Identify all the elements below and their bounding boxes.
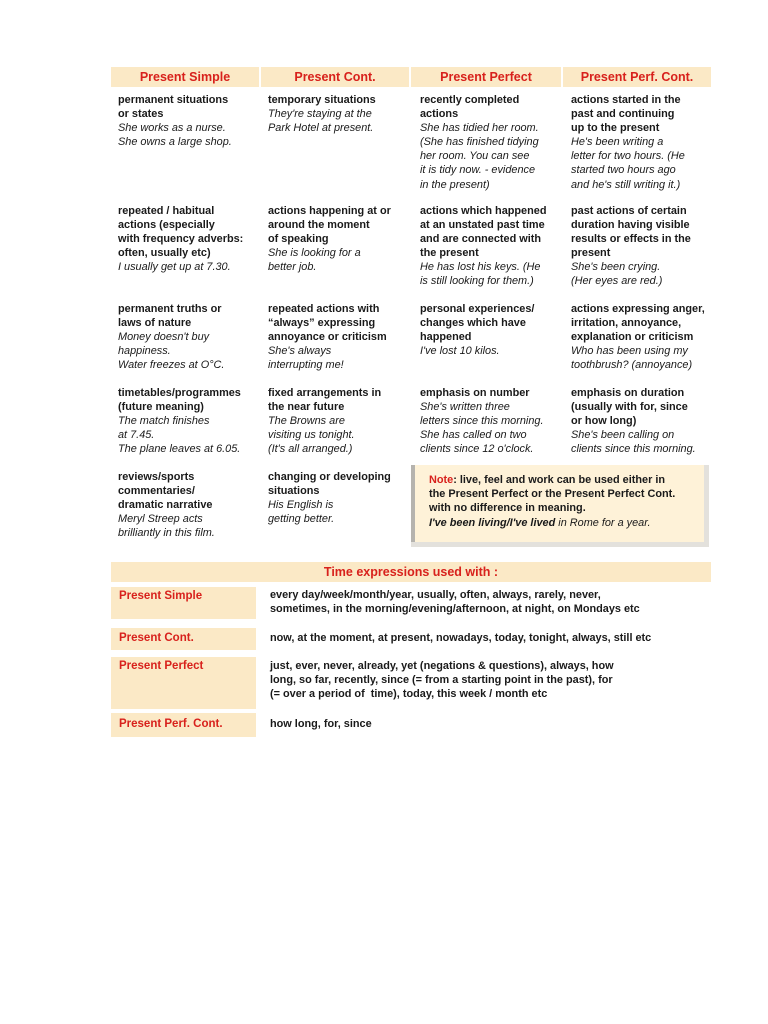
example-line: The match finishes xyxy=(118,415,210,428)
cell-present-simple-row-2 xyxy=(118,204,243,274)
example-line: letter for two hours. (He xyxy=(571,150,685,163)
example-line: and he's still writing it.) xyxy=(571,178,681,191)
usage-line: or how long) xyxy=(571,415,637,428)
usage-line: emphasis on number xyxy=(420,387,530,399)
usage-line: “always” expressing xyxy=(268,317,376,330)
usage-line: and are connected with xyxy=(420,233,542,246)
usage-line: personal experiences/ xyxy=(420,303,535,315)
example-line: started two hours ago xyxy=(571,164,676,177)
usage-line: actions started in the xyxy=(571,94,681,106)
usage-line: actions which happened xyxy=(420,205,547,217)
cell-present-perf-cont-row-1 xyxy=(571,93,685,192)
example-line: She has called on two xyxy=(420,429,527,442)
example-line: The plane leaves at 6.05. xyxy=(118,443,241,456)
example-line: (She has finished tidying xyxy=(420,136,539,149)
example-line: She works as a nurse. xyxy=(118,122,226,135)
usage-line: irritation, annoyance, xyxy=(571,317,682,330)
usage-line: results or effects in the xyxy=(571,233,691,246)
note-line-3: with no difference in meaning. xyxy=(429,502,586,515)
usage-line: or states xyxy=(118,108,164,121)
example-line: happiness. xyxy=(118,345,171,358)
te-text-present-perf-cont: how long, for, since xyxy=(270,718,372,730)
cell-present-simple-row-4 xyxy=(118,386,241,456)
example-line: She has tidied her room. xyxy=(420,122,539,135)
usage-line: happened xyxy=(420,331,472,344)
example-line: She's been calling on xyxy=(571,429,675,442)
note-example-rest: in Rome for a year. xyxy=(555,516,651,529)
example-line: She is looking for a xyxy=(268,247,361,260)
usage-line: timetables/programmes xyxy=(118,387,241,399)
usage-line: present xyxy=(571,247,611,260)
example-line: her room. You can see xyxy=(420,150,530,163)
example-line: I usually get up at 7.30. xyxy=(118,261,231,274)
example-line: toothbrush? (annoyance) xyxy=(571,359,693,372)
example-line: at 7.45. xyxy=(118,429,155,442)
usage-line: fixed arrangements in xyxy=(268,387,382,399)
example-line: Who has been using my xyxy=(571,345,688,358)
usage-line: the near future xyxy=(268,401,345,414)
example-line: I've lost 10 kilos. xyxy=(420,345,500,358)
cell-present-perfect-row-4 xyxy=(420,386,543,456)
te-label-present-simple: Present Simple xyxy=(111,587,256,619)
usage-line: commentaries/ xyxy=(118,485,195,498)
example-line: in the present) xyxy=(420,178,490,191)
cell-present-cont-row-2 xyxy=(268,204,391,274)
usage-line: emphasis on duration xyxy=(571,387,685,399)
usage-line: up to the present xyxy=(571,122,660,135)
usage-line: recently completed xyxy=(420,94,520,106)
example-line: getting better. xyxy=(268,513,335,526)
cell-present-cont-row-5 xyxy=(268,470,391,526)
te-text-present-cont: now, at the moment, at present, nowadays, today, tonight, always, still etc xyxy=(270,632,652,644)
example-line: They're staying at the xyxy=(268,108,372,121)
usage-line: permanent situations xyxy=(118,94,229,106)
example-line: She's always xyxy=(268,345,332,358)
example-line: better job. xyxy=(268,261,317,274)
example-line: visiting us tonight. xyxy=(268,429,355,442)
header-present-cont: Present Cont. xyxy=(261,67,409,87)
usage-line: changes which have xyxy=(420,317,526,330)
usage-line: actions (especially xyxy=(118,219,215,232)
example-line: Park Hotel at present. xyxy=(268,122,374,135)
usage-line: explanation or criticism xyxy=(571,331,694,344)
usage-line: past and continuing xyxy=(571,108,675,121)
usage-line: with frequency adverbs: xyxy=(118,233,244,246)
usage-line: changing or developing xyxy=(268,471,391,483)
cell-present-perfect-row-3 xyxy=(420,302,534,358)
header-present-perf-cont: Present Perf. Cont. xyxy=(563,67,711,87)
usage-line: actions xyxy=(420,108,459,121)
cell-present-perfect-row-2 xyxy=(420,204,546,289)
cell-present-simple-row-3 xyxy=(118,302,224,372)
note-text xyxy=(429,473,675,530)
example-line: clients since 12 o'clock. xyxy=(420,443,534,456)
example-line: (Her eyes are red.) xyxy=(571,275,663,288)
example-line: interrupting me! xyxy=(268,359,344,372)
example-line: He's been writing a xyxy=(571,136,664,149)
usage-line: past actions of certain xyxy=(571,205,687,217)
note-line-2: the Present Perfect or the Present Perfect Cont. xyxy=(429,488,676,501)
cell-present-simple-row-1 xyxy=(118,93,232,149)
usage-line: at an unstated past time xyxy=(420,219,545,232)
example-line: Money doesn't buy xyxy=(118,331,210,344)
cell-present-perfect-row-1 xyxy=(420,93,539,192)
usage-line: actions happening at or xyxy=(268,205,391,217)
cell-present-perf-cont-row-3 xyxy=(571,302,705,372)
example-line: letters since this morning. xyxy=(420,415,544,428)
usage-line: the present xyxy=(420,247,479,260)
te-label-present-perfect: Present Perfect xyxy=(111,657,256,709)
example-line: clients since this morning. xyxy=(571,443,696,456)
header-present-perfect: Present Perfect xyxy=(411,67,561,87)
example-line: His English is xyxy=(268,499,334,512)
usage-line: laws of nature xyxy=(118,317,192,330)
te-label-present-cont: Present Cont. xyxy=(111,628,256,650)
usage-line: dramatic narrative xyxy=(118,499,213,512)
example-line: She's written three xyxy=(420,401,510,414)
usage-line: repeated / habitual xyxy=(118,205,215,217)
note-example-bold: I've been living/I've lived xyxy=(429,516,556,529)
example-line: it is tidy now. - evidence xyxy=(420,164,536,177)
usage-line: actions expressing anger, xyxy=(571,303,705,315)
usage-line: (future meaning) xyxy=(118,401,204,414)
usage-line: duration having visible xyxy=(571,219,690,232)
time-expressions-title: Time expressions used with : xyxy=(111,562,711,582)
note-line-1: : live, feel and work can be used either in xyxy=(453,474,666,486)
te-text-present-simple: every day/week/month/year, usually, often, always, rarely, never, sometimes, in the morning/evening/afternoon, at night, on Mondays etc xyxy=(270,589,640,616)
cell-present-cont-row-4 xyxy=(268,386,381,456)
usage-line: temporary situations xyxy=(268,94,376,106)
example-line: She's been crying. xyxy=(571,261,661,274)
te-label-present-perf-cont: Present Perf. Cont. xyxy=(111,713,256,737)
usage-line: (usually with for, since xyxy=(571,401,688,414)
usage-line: around the moment xyxy=(268,219,370,232)
usage-line: annoyance or criticism xyxy=(268,331,387,344)
example-line: She owns a large shop. xyxy=(118,136,232,149)
usage-line: reviews/sports xyxy=(118,471,195,483)
cell-present-perf-cont-row-2 xyxy=(571,204,691,289)
note-box xyxy=(411,465,709,547)
example-line: (It's all arranged.) xyxy=(268,443,353,456)
usage-line: situations xyxy=(268,485,320,498)
te-text-present-perfect: just, ever, never, already, yet (negations & questions), always, how long, so far, recently, since (= from a starting point in the past), for (= over a period of time), today, this week / month etc xyxy=(270,660,614,701)
usage-line: of speaking xyxy=(268,233,329,246)
usage-line: permanent truths or xyxy=(118,303,222,315)
note-label: Note xyxy=(429,474,454,486)
example-line: brilliantly in this film. xyxy=(118,527,215,540)
example-line: Meryl Streep acts xyxy=(118,513,203,526)
cell-present-cont-row-1 xyxy=(268,93,376,135)
usage-line: repeated actions with xyxy=(268,303,380,315)
cell-present-simple-row-5 xyxy=(118,470,215,540)
example-line: He has lost his keys. (He xyxy=(420,261,541,274)
example-line: Water freezes at O°C. xyxy=(118,359,225,372)
cell-present-perf-cont-row-4 xyxy=(571,386,696,456)
usage-line: often, usually etc) xyxy=(118,247,211,260)
example-line: The Browns are xyxy=(268,415,345,428)
header-present-simple: Present Simple xyxy=(111,67,259,87)
cell-present-cont-row-3 xyxy=(268,302,387,372)
example-line: is still looking for them.) xyxy=(420,275,534,288)
